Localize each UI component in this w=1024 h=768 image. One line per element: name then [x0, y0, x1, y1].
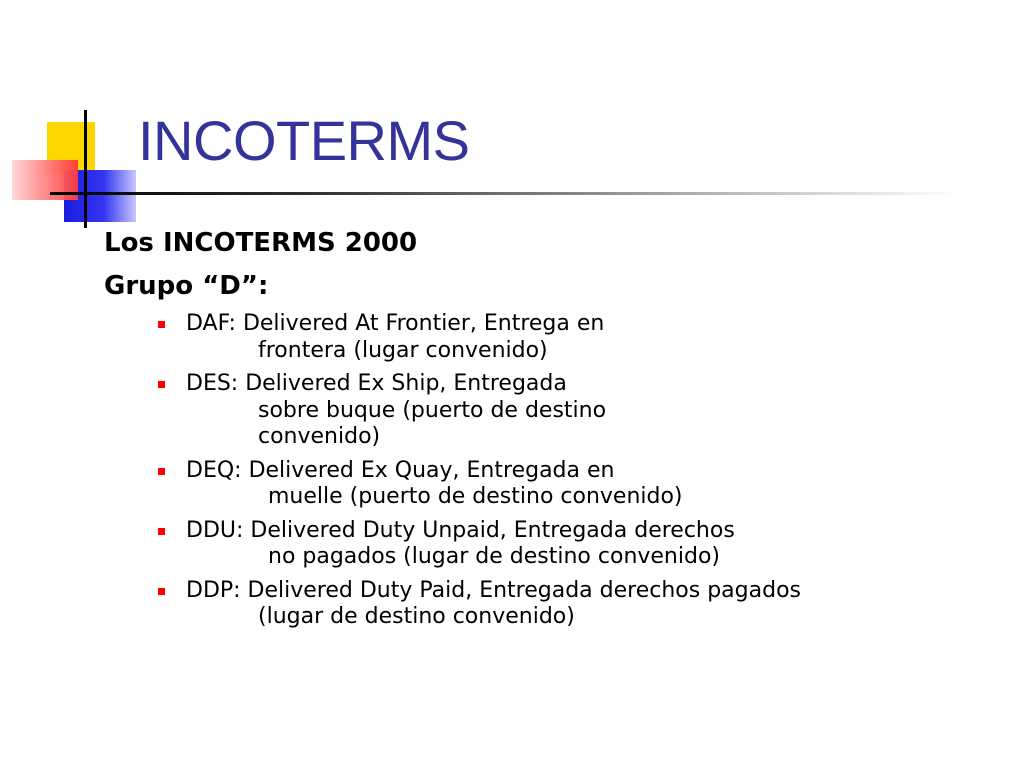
vertical-rule: [84, 110, 87, 228]
bullet-item-daf: [158, 311, 978, 364]
bullet-text: DDP: Delivered Duty Paid, Entregada derechos pagados: [186, 577, 801, 603]
bullet-item-des: [158, 371, 978, 451]
bullet-text: DES: Delivered Ex Ship, Entregada: [186, 371, 567, 396]
bullet-marker: [158, 321, 165, 328]
bullet-item-ddu: [158, 518, 978, 571]
bullet-text-continued: muelle (puerto de destino convenido): [268, 484, 683, 509]
bullet-item-ddp: [158, 578, 978, 631]
slide-title: INCOTERMS: [138, 109, 470, 172]
bullet-text-continued: (lugar de destino convenido): [258, 604, 575, 629]
bullet-text: DAF: Delivered At Frontier, Entrega en: [186, 311, 605, 336]
subheading-incoterms-2000: Los INCOTERMS 2000: [104, 228, 418, 258]
subheading-grupo-d: Grupo “D”:: [104, 271, 269, 301]
bullet-text: DDU: Delivered Duty Unpaid, Entregada derechos: [186, 517, 735, 543]
bullet-text-continued: convenido): [258, 424, 381, 449]
bullet-marker: [158, 381, 165, 388]
bullet-text-continued: sobre buque (puerto de destino: [258, 397, 607, 423]
bullet-item-deq: [158, 458, 978, 511]
bullet-list: [158, 311, 978, 638]
bullet-text-continued: no pagados (lugar de destino convenido): [268, 544, 720, 569]
bullet-text: DEQ: Delivered Ex Quay, Entregada en: [186, 457, 615, 483]
corner-decoration: [0, 100, 160, 230]
bullet-marker: [158, 468, 165, 475]
bullet-marker: [158, 528, 165, 535]
bullet-text-continued: frontera (lugar convenido): [258, 337, 548, 363]
bullet-marker: [158, 588, 165, 595]
horizontal-rule: [50, 192, 960, 195]
